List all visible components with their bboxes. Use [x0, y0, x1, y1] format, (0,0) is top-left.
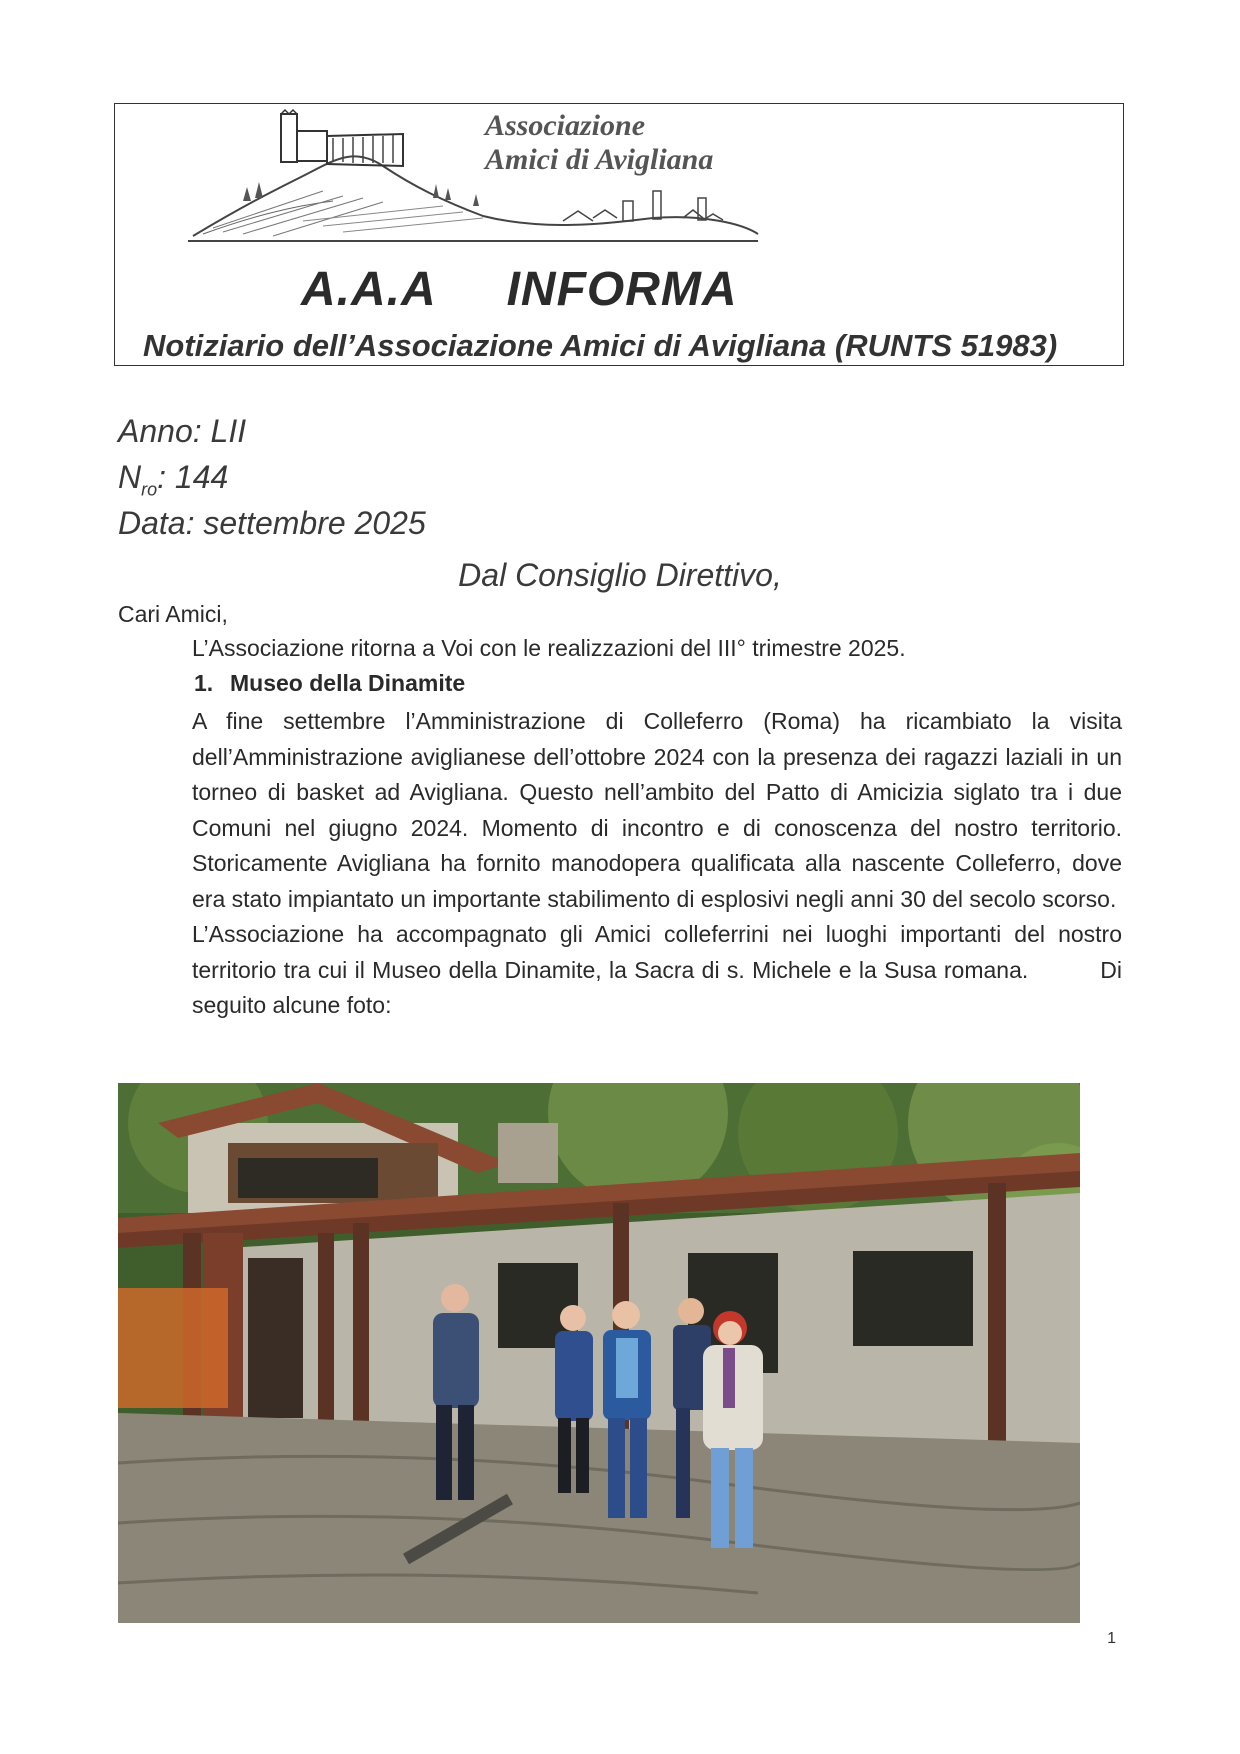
issue-year-label: Anno:: [118, 413, 211, 449]
issue-date-value: settembre 2025: [203, 505, 426, 541]
paragraph-2-text: L’Associazione ha accompagnato gli Amici colleferrini nei luoghi importanti del nostro territorio tra cui il Museo della Dinamite, la Sacra di s. Michele e la Susa romana.: [192, 921, 1122, 983]
issue-number: [118, 459, 228, 500]
letter-intro: L’Associazione ritorna a Voi con le realizzazioni del III° trimestre 2025.: [192, 635, 906, 661]
item-number: 1.: [194, 670, 214, 696]
issue-year-value: LII: [210, 413, 247, 449]
issue-date: [118, 505, 426, 542]
newsletter-title: A.A.A INFORMA: [301, 263, 738, 316]
letter-greeting: Cari Amici,: [118, 601, 228, 627]
item-body: [192, 704, 1122, 1024]
issue-number-label: N: [118, 459, 142, 495]
issue-year: [118, 413, 246, 450]
newsletter-subtitle: Notiziario dell’Associazione Amici di Avigliana (RUNTS 51983): [143, 328, 1058, 363]
item-heading: [194, 670, 465, 697]
masthead-box: [114, 103, 1124, 366]
issue-number-label-sub: ro: [141, 479, 158, 500]
letter-heading: Dal Consiglio Direttivo,: [458, 557, 782, 593]
group-photo-museo-dinamite: [118, 1083, 1080, 1623]
paragraph-1: A fine settembre l’Amministrazione di Colleferro (Roma) ha ricambiato la visita dell’Amministrazione aviglianese dell’ottobre 2024 con la presenza dei ragazzi laziali in un torneo di basket ad Avigliana. Questo nell’ambito del Patto di Amicizia siglato tra i due Comuni nel giugno 2024. Momento di incontro e di conoscenza del nostro territorio. Storicamente Avigliana ha fornito manodopera qualificata alla nascente Colleferro, dove era stato impiantato un importante stabilimento di esplosivi negli anni 30 del secolo scorso.: [192, 708, 1122, 912]
issue-number-value: : 144: [157, 459, 229, 495]
paragraph-2: [192, 917, 1122, 1024]
item-title: Museo della Dinamite: [230, 670, 466, 696]
issue-date-label: Data:: [118, 505, 204, 541]
page-number: 1: [1107, 1630, 1116, 1647]
logo-line-2: Amici di Avigliana: [485, 143, 714, 176]
photo-intro: Di seguito alcune foto:: [192, 956, 1122, 1018]
logo-line-1: Associazione: [485, 109, 646, 142]
logo-wordmark: [485, 109, 713, 177]
